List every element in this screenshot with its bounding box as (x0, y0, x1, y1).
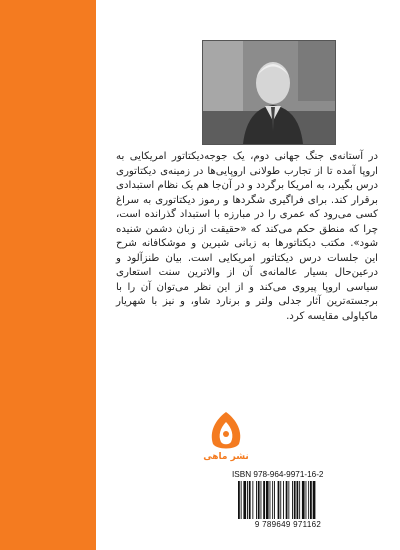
blurb-line: اروپا آمده تا از تجارب طولانی اروپایی‌ها در زمینه‌ی دیکتاتوری (116, 165, 378, 177)
barcode-bar (308, 481, 309, 519)
barcode-bar (310, 481, 312, 519)
barcode-bar (297, 481, 299, 519)
back-cover-blurb (116, 150, 378, 324)
barcode-bar (243, 481, 246, 519)
isbn-barcode-block (232, 470, 344, 532)
barcode-digits: 9 789649 971162 (254, 520, 322, 529)
blurb-line: ولتر و برنارد شاو، و نیز با شهریار ماکیاولی مقایسه کرد. (116, 296, 378, 322)
barcode-bar (252, 481, 253, 519)
blurb-line: می‌کند و از این نظر می‌توان آن را با برجسته‌ترین آثار جدلی (116, 281, 378, 307)
author-photo (202, 40, 336, 145)
barcode-bar (247, 481, 248, 519)
barcode-bar (258, 481, 260, 519)
barcode (232, 481, 344, 519)
author-portrait-image (203, 41, 335, 144)
publisher-logo-text: نشر ماهی (203, 452, 249, 462)
barcode-bar (292, 481, 293, 519)
blurb-line: در آستانه‌ی جنگ جهانی دوم، یک جوجه‌دیکتاتور امریکایی به (116, 151, 378, 162)
barcode-bar (306, 481, 307, 519)
barcode-bar (278, 481, 280, 519)
barcode-bar (266, 481, 269, 519)
barcode-bar (294, 481, 296, 519)
barcode-bar (249, 481, 251, 519)
blurb-line: کسی می‌رود که عمری را در مبارزه با استبداد گذرانده است، (116, 209, 378, 220)
blurb-line: درس دیکتاتور امریکایی است. بیان طنزآلود و درعین‌حال بسیار (116, 252, 378, 278)
barcode-bar (241, 481, 242, 519)
blurb-line: عالمانه‌ی آن از والاترین سنت استعاری سیاسی اروپا پیروی (116, 267, 378, 293)
blurb-line: مکتب دیکتاتورها به زبانی شیرین و موشکافانه شرح این جلسات (116, 238, 378, 264)
barcode-bar (299, 481, 300, 519)
blurb-line: درس بگیرد، به امریکا برگردد و در آن‌جا هم یک نظام استبدادی (116, 180, 378, 191)
fish-logo-icon (195, 410, 257, 454)
isbn-label: ISBN 978-964-9971-16-2 (232, 470, 324, 479)
blurb-line: چرا که منطق حکم می‌کند که «حقیقت از زبان دشمن شنیده شود». (116, 223, 378, 249)
barcode-bar (256, 481, 257, 519)
barcode-bar (263, 481, 265, 519)
barcode-bar (274, 481, 275, 519)
barcode-bar (283, 481, 284, 519)
barcode-bar (313, 481, 316, 519)
barcode-bar (288, 481, 289, 519)
orange-spine (0, 0, 96, 550)
barcode-bar (286, 481, 288, 519)
barcode-bar (270, 481, 271, 519)
barcode-bar (280, 481, 281, 519)
barcode-bar (261, 481, 262, 519)
barcode-bar (238, 481, 240, 519)
blurb-line: برقرار کند. برای فراگیری شگردها و رموز دیکتاتوری به سراغ (116, 194, 378, 206)
barcode-bar (302, 481, 305, 519)
barcode-bar (272, 481, 273, 519)
